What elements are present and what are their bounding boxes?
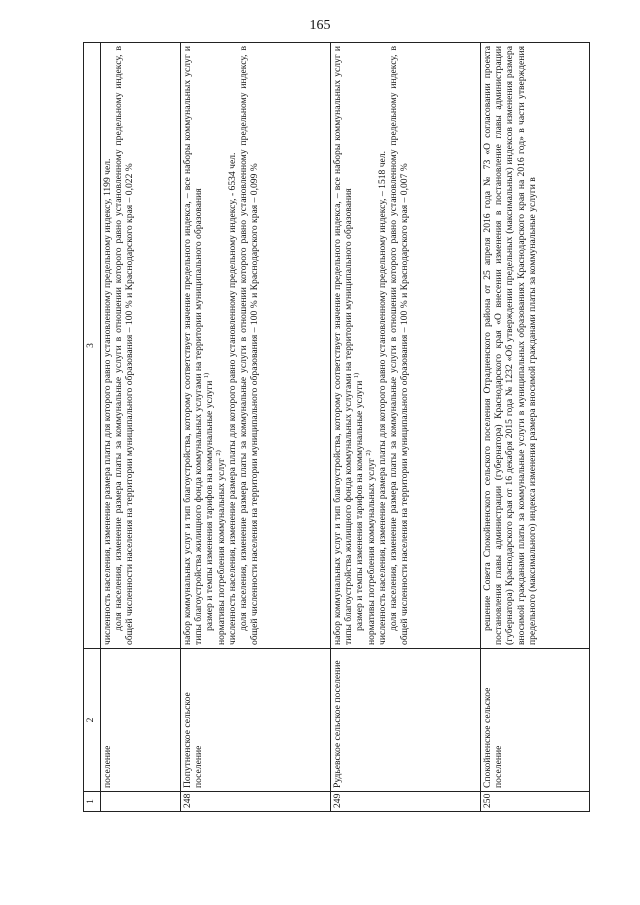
footnote-mark: 2) — [364, 450, 372, 456]
line: нормативы потребления коммунальных услуг — [215, 458, 227, 645]
row-number — [101, 792, 181, 812]
line: нормативы потребления коммунальных услуг — [365, 458, 377, 645]
table-row — [481, 43, 590, 812]
rotated-table-container — [83, 42, 590, 812]
header-col-3: 3 — [84, 43, 101, 649]
row-description — [331, 43, 481, 649]
footnote-mark: 1) — [203, 372, 211, 379]
row-description — [181, 43, 331, 649]
line: численность населения, изменение размера платы для которого равно установленному предельному индексу, – 1518 чел. — [376, 151, 388, 645]
header-col-1: 1 — [84, 792, 101, 812]
table-row — [181, 43, 331, 812]
line: набор коммунальных услуг и тип благоустройства, которому соответствует значение предельного индекса, – все наборы коммунальных услуг и типы благоустройства жилищного фонда коммунальных услугами на территории муниципального образования — [332, 46, 355, 645]
row-description — [101, 43, 181, 649]
footnote-mark: 2) — [214, 450, 222, 456]
settlement-name: поселение — [101, 649, 181, 792]
line: доля населения, изменение размера платы за коммунальные услуги в отношении которого равно установленному предельному индексу, в общей численности населения на территории муниципального образования – 100 % и Краснодарского края – 0,007 % — [388, 46, 411, 645]
settlement-name: Спокойненское сельское поселение — [481, 649, 590, 792]
row-number: 250 — [481, 792, 590, 812]
row-description — [481, 43, 590, 649]
line: решение Совета Спокойненского сельского поселения Отрадненского района от 25 апреля 2016 года № 73 «О согласовании проекта постановления главы администрации (губернатора) Краснодарского края «О внесении изменения в постановление главы администрации (губернатора) Краснодарского края от 16 декабря 2015 года № 1232 «Об утверждении предельных (максимальных) индексов изменения размера вносимой гражданами платы за коммунальные услуги в муниципальных образованиях Краснодарского края на 2016 год» в части утверждения предельного (максимального) индекса изменения размера вносимой гражданами платы за коммунальные услуги в — [482, 46, 538, 645]
line: численность населения, изменение размера платы для которого равно установленному предельному индексу, - 6534 чел. — [226, 152, 238, 645]
table-row — [331, 43, 481, 812]
header-col-2: 2 — [84, 649, 101, 792]
row-number: 248 — [181, 792, 331, 812]
table-row — [101, 43, 181, 812]
municipal-index-table — [83, 42, 590, 812]
line: доля населения, изменение размера платы за коммунальные услуги в отношении которого равно установленному предельному индексу, в общей численности населения на территории муниципального образования – 100 % и Краснодарского края – 0,022 % — [113, 46, 136, 645]
settlement-name: Попутненское сельское поселение — [181, 649, 331, 792]
page-number: 165 — [309, 18, 331, 33]
line: размер и темпы изменения тарифов на коммунальные услуги — [204, 380, 216, 631]
line: набор коммунальных услуг и тип благоустройства, которому соответствует значение предельного индекса, – все наборы коммунальных услуг и типы благоустройства жилищного фонда коммунальных услугами на территории муниципального образования — [182, 46, 205, 645]
table-header-row — [84, 43, 101, 812]
row-number: 249 — [331, 792, 481, 812]
line: доля населения, изменение размера платы за коммунальные услуги в отношении которого равно установленному предельному индексу, в общей численности населения на территории муниципального образования – 100 % и Краснодарского края – 0,099 % — [238, 46, 261, 645]
settlement-name: Рудьевское сельское поселение — [331, 649, 481, 792]
footnote-mark: 1) — [353, 372, 361, 379]
line: численность населения, изменение размера платы для которого равно установленному предельному индексу, 1199 чел. — [102, 158, 113, 645]
line: размер и темпы изменения тарифов на коммунальные услуги — [354, 380, 366, 631]
